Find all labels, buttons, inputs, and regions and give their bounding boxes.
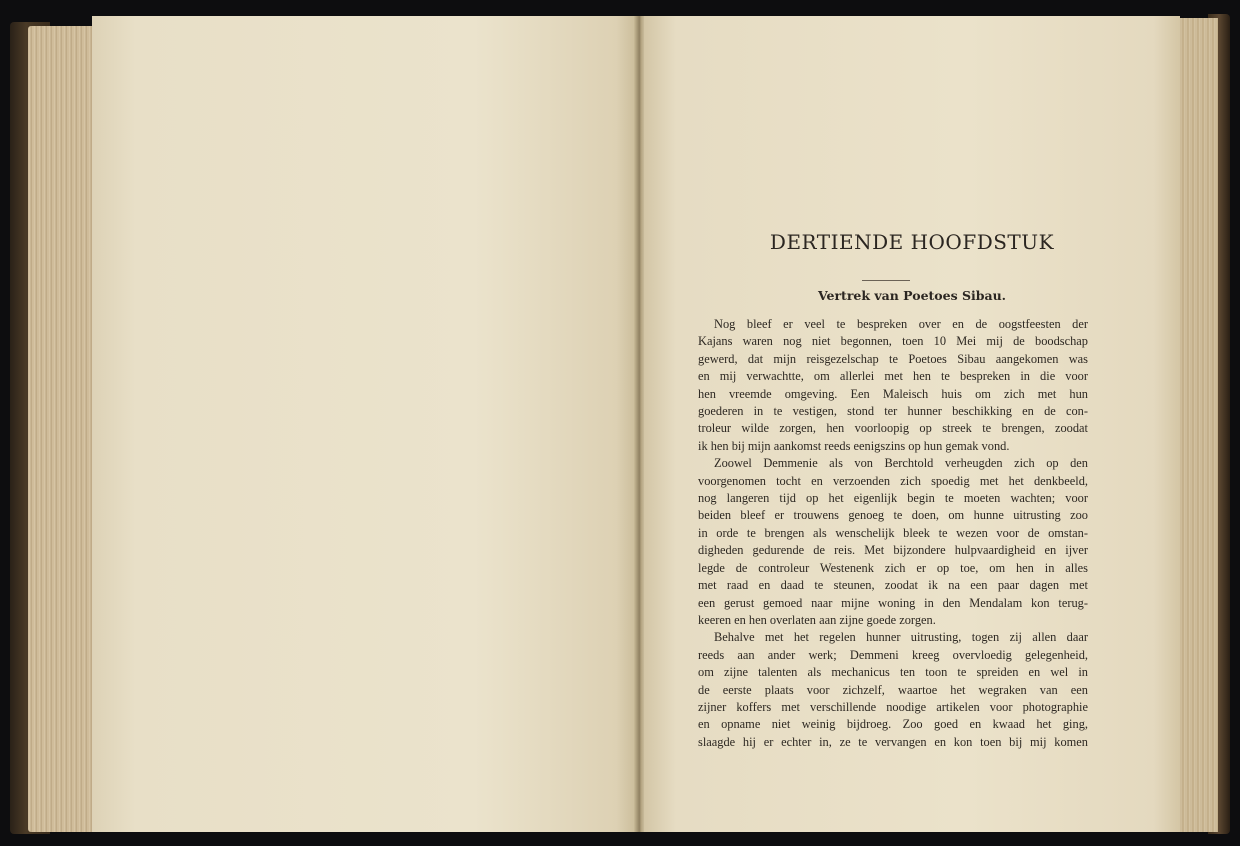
text-line: digheden gedurende de reis. Met bijzondere hulpvaardigheid en ijver [698, 543, 1088, 558]
text-line: voorgenomen tocht en verzoenden zich spoedig met het denkbeeld, [698, 473, 1088, 488]
text-line: Kajans waren nog niet begonnen, toen 10 Mei mij de boodschap [698, 334, 1088, 349]
text-line: keeren en hen overlaten aan zijne goede zorgen. [698, 612, 936, 627]
text-line: Nog bleef er veel te bespreken over en de oogstfeesten der [714, 317, 1088, 331]
text-line: nog langeren tijd op het eigenlijk begin te moeten wachten; voor [698, 491, 1088, 506]
chapter-title: DERTIENDE HOOFDSTUK [769, 230, 1055, 254]
text-line: troleur wilde zorgen, hen voorloopig op streek te brengen, zoodat [698, 421, 1088, 436]
text-line: een gerust gemoed naar mijne woning in den Mendalam kon terug- [698, 595, 1088, 610]
text-line: in orde te brengen als wenschelijk bleek te wezen voor de omstan- [698, 525, 1088, 540]
title-divider [862, 280, 910, 281]
text-line: de eerste plaats voor zichzelf, waartoe het wegraken van een [698, 682, 1088, 697]
text-line: en mij verwachtte, om allerlei met hen te bespreken in die voor [698, 369, 1088, 384]
text-line: met raad en daad te steunen, zoodat ik na een paar dagen met [698, 578, 1088, 593]
text-line: Zoowel Demmenie als von Berchtold verheugden zich op den [714, 456, 1088, 471]
text-line: om zijne talenten als mechanicus ten toon te spreiden en wel in [698, 665, 1088, 680]
page-edges-right [1176, 18, 1218, 832]
text-line: legde de controleur Westenenk zich er op toe, om hen in alles [698, 560, 1088, 575]
text-line: gewerd, dat mijn reisgezelschap te Poetoes Sibau aangekomen was [698, 351, 1088, 366]
page-edges-left [28, 26, 92, 832]
text-line: ik hen bij mijn aankomst reeds eenigszins op hun gemak vond. [698, 438, 1010, 453]
text-line: reeds aan ander werk; Demmeni kreeg overvloedig gelegenheid, [698, 647, 1088, 662]
text-line: hen vreemde omgeving. Een Maleisch huis om zich met hun [698, 386, 1088, 401]
blank-left-page [92, 16, 638, 832]
text-line: Behalve met het regelen hunner uitrusting, togen zij allen daar [714, 630, 1088, 645]
section-title: Vertrek van Poetoes Sibau. [817, 288, 1007, 303]
text-line: zijner koffers met verschillende noodige artikelen voor photographie [698, 699, 1088, 714]
right-page [644, 16, 1180, 832]
text-line: beiden bleef er trouwens genoeg te doen, om hunne uitrusting zoo [698, 508, 1088, 523]
text-line: en opname niet weinig bijdroeg. Zoo goed en kwaad het ging, [698, 717, 1088, 732]
text-line: slaagde hij er echter in, ze te vervangen en kon toen bij mij komen [698, 734, 1088, 749]
body-text [698, 316, 1088, 751]
text-line: goederen in te vestigen, stond ter hunner beschikking en de con- [698, 404, 1088, 419]
